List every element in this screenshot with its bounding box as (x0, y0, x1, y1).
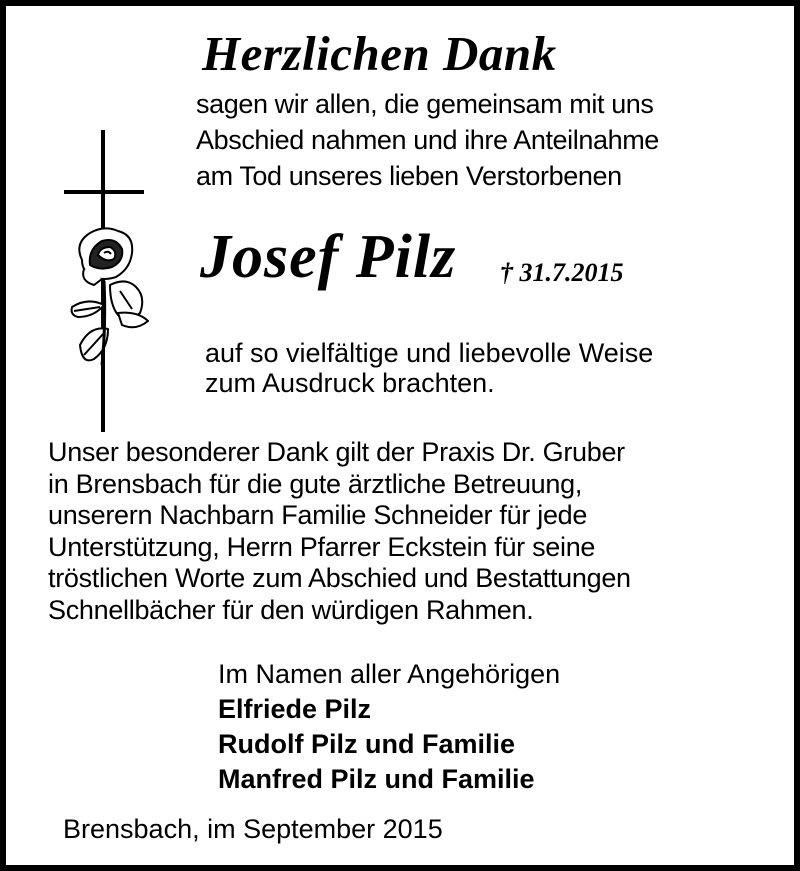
after-line: auf so vielfältige und liebevolle Weise (205, 338, 654, 368)
signature-block (218, 657, 560, 797)
after-line: zum Ausdruck brachten. (205, 368, 495, 398)
signatory: Manfred Pilz und Familie (218, 764, 535, 794)
signatory: Rudolf Pilz und Familie (218, 729, 515, 759)
thanks-paragraph (48, 437, 631, 626)
cross-bar (64, 190, 144, 194)
deceased-name: Josef Pilz (200, 223, 457, 291)
thanks-line: unserern Nachbarn Familie Schneider für jede (48, 500, 588, 530)
page-title: Herzlichen Dank (202, 26, 557, 81)
intro-line: Abschied nahmen und ihre Anteilnahme (196, 125, 659, 155)
thanks-line: Unterstützung, Herrn Pfarrer Eckstein für seine (48, 531, 596, 562)
thanks-line: in Brensbach für die gute ärztliche Betreuung, (48, 468, 583, 499)
place-date: Brensbach, im September 2015 (63, 814, 443, 844)
thanks-line: Unser besonderer Dank gilt der Praxis Dr. Gruber (48, 437, 625, 467)
death-date: † 31.7.2015 (500, 258, 624, 287)
signatory: Elfriede Pilz (218, 694, 372, 724)
signature-intro: Im Namen aller Angehörigen (218, 659, 561, 689)
rose-icon (60, 225, 155, 395)
intro-line: am Tod unseres lieben Verstorbenen (196, 161, 622, 191)
intro-line: sagen wir allen, die gemeinsam mit uns (196, 89, 654, 119)
thanks-line: Schnellbächer für den würdigen Rahmen. (48, 594, 534, 625)
thanks-line: tröstlichen Worte zum Abschied und Bestattungen (48, 563, 631, 593)
after-text (205, 338, 653, 398)
intro-text (196, 86, 659, 194)
